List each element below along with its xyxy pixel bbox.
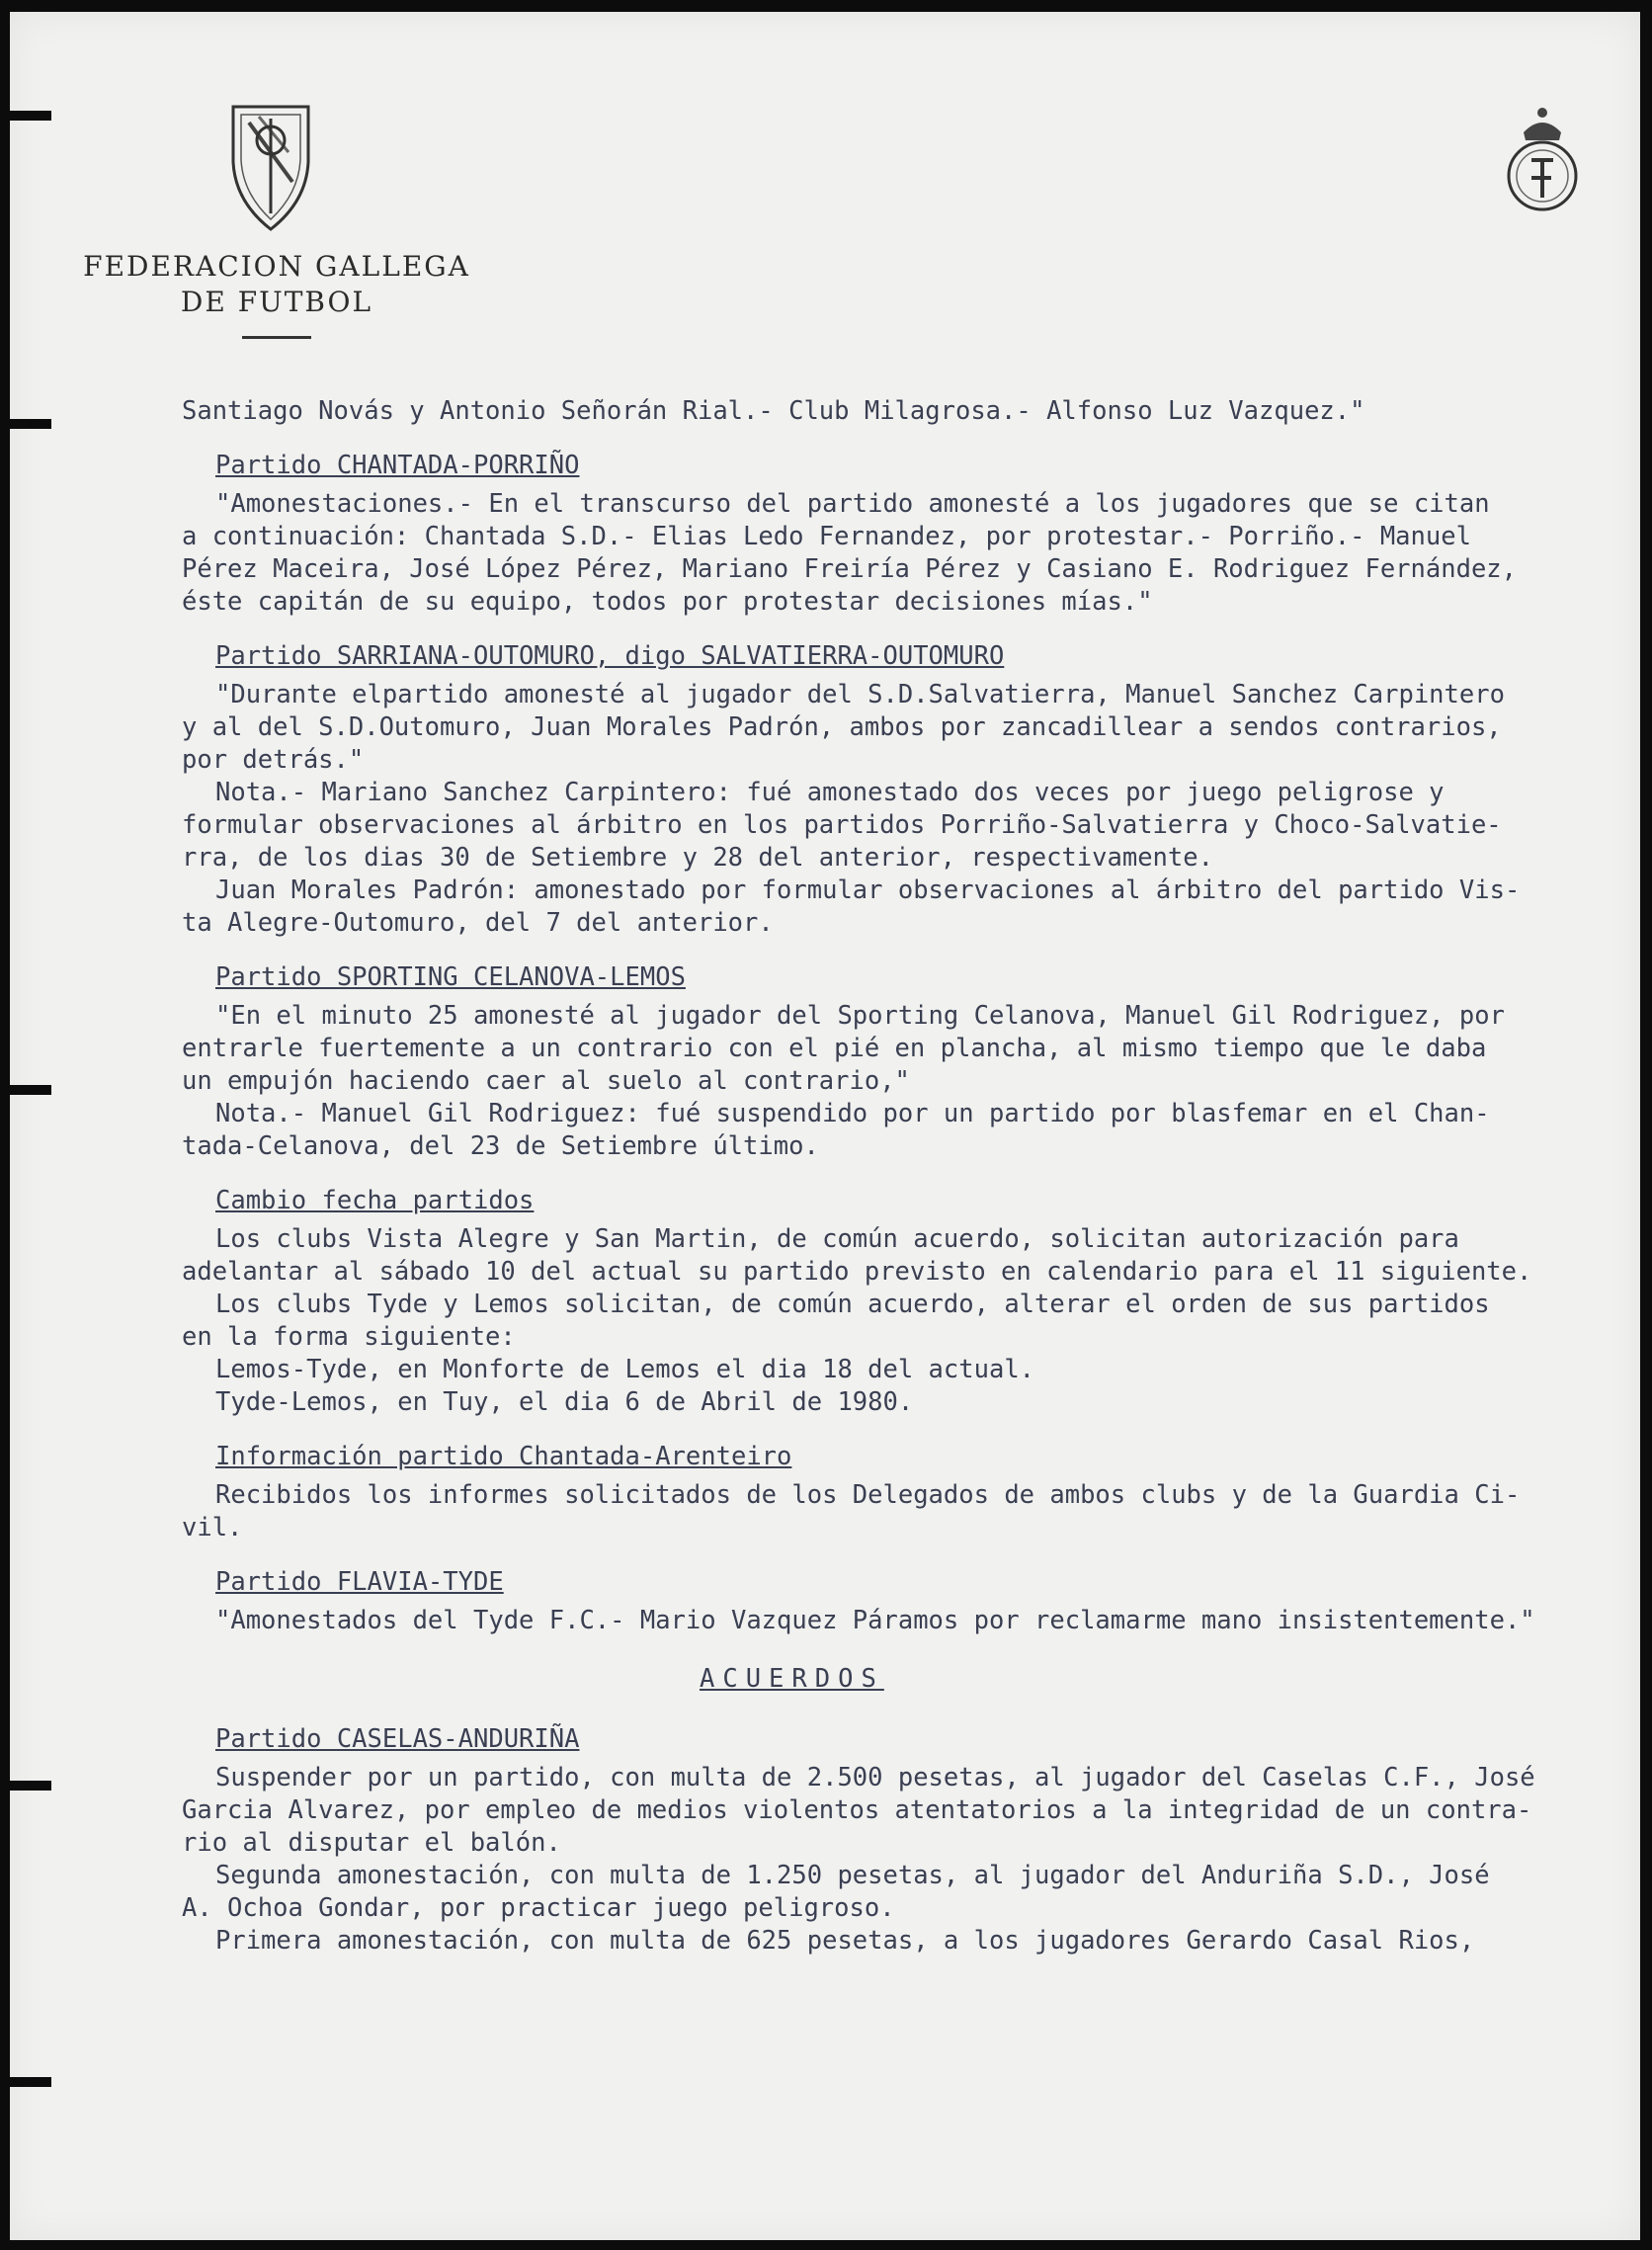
- text-line: Suspender por un partido, con multa de 2.500 pesetas, al jugador del Caselas C.F., José: [215, 1763, 1535, 1792]
- letterhead-rule: [242, 336, 311, 339]
- text-line: Pérez Maceira, José López Pérez, Mariano Freiría Pérez y Casiano E. Rodriguez Fernández,: [182, 554, 1518, 584]
- text-line: rio al disputar el balón.: [182, 1828, 561, 1858]
- text-line: vil.: [182, 1513, 243, 1542]
- typed-document-body: [182, 395, 1644, 1958]
- text-line: a continuación: Chantada S.D.- Elias Ledo Fernandez, por protestar.- Porriño.- Manuel: [182, 522, 1471, 551]
- text-line: Juan Morales Padrón: amonestado por formular observaciones al árbitro del partido Vis-: [215, 875, 1521, 905]
- section-heading: Cambio fecha partidos: [215, 1186, 535, 1215]
- text-line: Los clubs Vista Alegre y San Martin, de común acuerdo, solicitan autorización para: [215, 1224, 1459, 1254]
- note-line: Nota.- Manuel Gil Rodriguez: fué suspendido por un partido por blasfemar en el Chan-: [215, 1099, 1490, 1128]
- text-line: adelantar al sábado 10 del actual su partido previsto en calendario para el 11 siguiente.: [182, 1257, 1532, 1287]
- section-heading: Partido SPORTING CELANOVA-LEMOS: [215, 962, 686, 992]
- intro-line: Santiago Novás y Antonio Señorán Rial.- Club Milagrosa.- Alfonso Luz Vazquez.": [182, 396, 1365, 426]
- federation-shield-logo: [229, 103, 312, 233]
- section-heading: Partido SARRIANA-OUTOMURO, digo SALVATIERRA-OUTOMURO: [215, 641, 1005, 671]
- section-heading: Partido CHANTADA-PORRIÑO: [215, 451, 580, 480]
- text-line: Los clubs Tyde y Lemos solicitan, de común acuerdo, alterar el orden de sus partidos: [215, 1290, 1490, 1319]
- text-line: formular observaciones al árbitro en los partidos Porriño-Salvatierra y Choco-Salvatie-: [182, 810, 1502, 840]
- text-line: Recibidos los informes solicitados de los Delegados de ambos clubs y de la Guardia Ci-: [215, 1480, 1521, 1510]
- section-heading: Partido CASELAS-ANDURIÑA: [215, 1724, 580, 1754]
- section-heading: Información partido Chantada-Arenteiro: [215, 1442, 792, 1471]
- org-name-line1: FEDERACION GALLEGA: [83, 250, 470, 283]
- text-line: entrarle fuertemente a un contrario con el pié en plancha, al mismo tiempo que le daba: [182, 1034, 1487, 1063]
- text-line: "Amonestados del Tyde F.C.- Mario Vazquez Páramos por reclamarme mano insistentemente.": [215, 1606, 1535, 1635]
- text-line: y al del S.D.Outomuro, Juan Morales Padrón, ambos por zancadillear a sendos contrarios,: [182, 712, 1502, 742]
- text-line: Tyde-Lemos, en Tuy, el dia 6 de Abril de 1980.: [215, 1387, 914, 1417]
- text-line: "Amonestaciones.- En el transcurso del partido amonesté a los jugadores que se citan: [215, 489, 1490, 519]
- text-line: Lemos-Tyde, en Monforte de Lemos el dia 18 del actual.: [215, 1355, 1035, 1384]
- text-line: "Durante elpartido amonesté al jugador del S.D.Salvatierra, Manuel Sanchez Carpintero: [215, 680, 1505, 709]
- note-line: Nota.- Mariano Sanchez Carpintero: fué amonestado dos veces por juego peligrose y: [215, 778, 1445, 807]
- text-line: tada-Celanova, del 23 de Setiembre último.: [182, 1131, 819, 1161]
- federation-letterhead: [69, 249, 484, 339]
- text-line: ta Alegre-Outomuro, del 7 del anterior.: [182, 908, 774, 938]
- text-line: A. Ochoa Gondar, por practicar juego peligroso.: [182, 1893, 895, 1923]
- text-line: por detrás.": [182, 745, 365, 775]
- section-heading: Partido FLAVIA-TYDE: [215, 1567, 504, 1597]
- text-line: Segunda amonestación, con multa de 1.250 pesetas, al jugador del Anduriña S.D., José: [215, 1861, 1490, 1890]
- text-line: un empujón haciendo caer al suelo al contrario,": [182, 1066, 910, 1096]
- org-name-line2: DE FUTBOL: [180, 286, 373, 318]
- text-line: éste capitán de su equipo, todos por protestar decisiones mías.": [182, 587, 1153, 617]
- text-line: Primera amonestación, con multa de 625 pesetas, a los jugadores Gerardo Casal Rios,: [215, 1926, 1475, 1956]
- text-line: Garcia Alvarez, por empleo de medios violentos atentatorios a la integridad de un contra-: [182, 1795, 1532, 1825]
- text-line: rra, de los dias 30 de Setiembre y 28 del anterior, respectivamente.: [182, 843, 1213, 873]
- document-page: [10, 12, 1640, 2240]
- royal-crown-emblem: [1502, 103, 1583, 215]
- acuerdos-heading: ACUERDOS: [700, 1664, 884, 1694]
- text-line: en la forma siguiente:: [182, 1322, 516, 1352]
- text-line: "En el minuto 25 amonesté al jugador del Sporting Celanova, Manuel Gil Rodriguez, por: [215, 1001, 1505, 1031]
